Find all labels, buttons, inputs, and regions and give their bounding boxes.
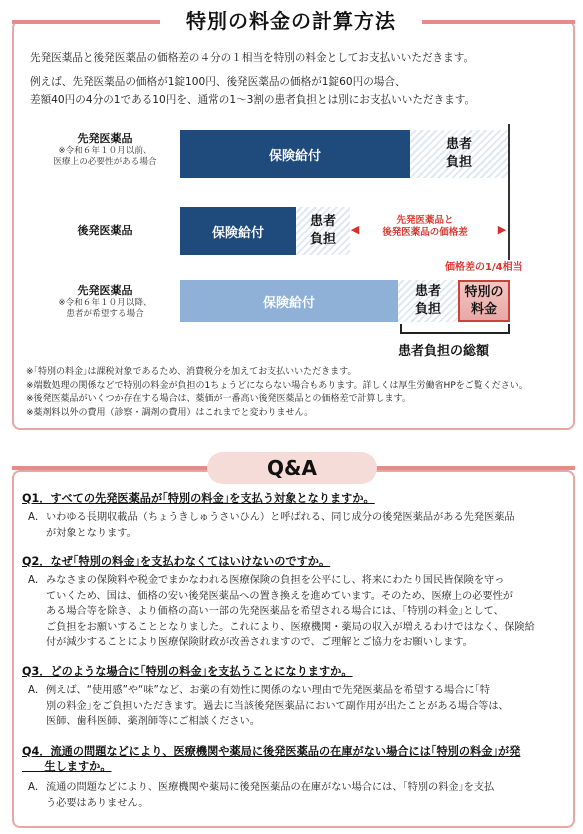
row3-label — [40, 282, 170, 320]
row2-patient-bar — [296, 207, 350, 255]
question-2: Q2．なぜ｢特別の料金｣を支払わなくてはいけないのですか。 — [22, 555, 331, 568]
answer-2-label: A． — [28, 575, 46, 586]
answer-1-label: A． — [28, 512, 46, 523]
row3-patient-bar — [398, 280, 458, 322]
price-diff-l1: 先発医薬品と — [396, 215, 454, 226]
note-3: ※後発医薬品がいくつか存在する場合は、薬価が一番高い後発医薬品との価格差で計算します。 — [26, 394, 411, 404]
row1-label — [40, 130, 170, 168]
row2-label: 後発医薬品 — [77, 224, 133, 237]
question-4 — [22, 744, 520, 774]
answer-3-line-1: 例えば、“使用感”や“味”など、お薬の有効性に関係のない理由で先発医薬品を希望する場合に｢特 — [46, 685, 490, 696]
price-difference-label — [360, 215, 490, 239]
intro-line-1: 先発医薬品と後発医薬品の価格差の４分の１相当を特別の料金としてお支払いいただきます。 — [30, 52, 475, 64]
row1-note2: 医療上の必要性がある場合 — [53, 157, 157, 167]
answer-2 — [28, 573, 535, 651]
note-2: ※端数処理の関係などで特別の料金が負担の1ちょうどにならない場合もあります。詳しくは厚生労働省HPをご覧ください。 — [26, 380, 528, 391]
arrow-right-icon: ▶ — [497, 223, 507, 236]
question-3: Q3．どのような場合に｢特別の料金｣を支払うことになりますか。 — [22, 665, 353, 678]
question-4-line-2: 生しますか。 — [22, 760, 112, 773]
answer-1-line-1: いわゆる長期収載品（ちょうきしゅうさいひん）と呼ばれる、同じ成分の後発医薬品がある先発医薬品 — [46, 512, 515, 523]
special-l1: 特別の — [464, 285, 504, 300]
intro-line-3: 差額40円の4分の1である10円を、通常の1～3割の患者負担とは別にお支払いいただきます。 — [30, 94, 476, 106]
calculation-title-bar — [0, 6, 583, 36]
answer-1 — [28, 510, 515, 541]
notes-block — [26, 366, 528, 420]
answer-4-line-1: 流通の問題などにより、医療機関や薬局に後発医薬品の在庫がない場合には、｢特別の料金｣を支払 — [46, 782, 495, 793]
answer-4 — [28, 780, 494, 811]
row3-note2: 患者が希望する場合 — [66, 309, 144, 319]
row1-patient-l1: 患者 — [445, 137, 472, 152]
answer-2-line-1: みなさまの保険料や税金でまかなわれる医療保険の負担を公平にし、将来にわたり国民皆保険を守っ — [46, 575, 505, 586]
row3-special-fee-bar — [458, 280, 510, 322]
row1-note1: ※令和６年１０月以前、 — [58, 146, 152, 156]
answer-2-line-4: ご負担をお願いすることとなりました。これにより、医療機関・薬局の収入が増えるわけではなく、保険給 — [46, 621, 535, 633]
note-4: ※薬剤料以外の費用（診察・調剤の費用）はこれまでと変わりません。 — [26, 407, 314, 418]
qa-title: Q&A — [207, 452, 377, 484]
question-1: Q1．すべての先発医薬品が｢特別の料金｣を支払う対象となりますか。 — [22, 492, 375, 505]
answer-4-label: A． — [28, 782, 46, 793]
intro-line-2: 例えば、先発医薬品の価格が1錠100円、後発医薬品の価格が1錠60円の場合、 — [30, 76, 406, 88]
row3-patient-l1: 患者 — [414, 284, 441, 299]
answer-1-line-2: が対象となります。 — [46, 527, 137, 539]
arrow-left-icon: ◀ — [350, 223, 360, 236]
row3-title: 先発医薬品 — [77, 284, 133, 297]
row3-insurance-bar: 保険給付 — [180, 280, 398, 322]
answer-3-label: A． — [28, 685, 46, 696]
row3-note1: ※令和６年１０月以降、 — [58, 298, 152, 308]
answer-2-line-3: ある場合等を除き、より価格の高い一部の先発医薬品を希望される場合には、｢特別の料金｣として、 — [46, 606, 504, 617]
answer-3-line-2: 別の料金｣をご負担いただきます。過去に当該後発医薬品において副作用が出たことがある場合等は、 — [46, 700, 509, 712]
row1-insurance-bar: 保険給付 — [180, 130, 410, 178]
row3-patient-l2: 負担 — [414, 302, 441, 317]
note-1: ※｢特別の料金｣は課税対象であるため、消費税分を加えてお支払いいただきます。 — [26, 367, 357, 377]
answer-2-line-2: ていくため、国は、価格の安い後発医薬品への置き換えを進めています。そのため、医療上の必要性が — [46, 590, 513, 602]
row1-patient-l2: 負担 — [445, 155, 472, 170]
answer-3 — [28, 683, 509, 730]
price-diff-l2: 後発医薬品の価格差 — [382, 227, 468, 238]
answer-4-line-2: う必要はありません。 — [46, 797, 149, 809]
calculation-title: 特別の料金の計算方法 — [160, 6, 422, 36]
total-price-guide-line — [508, 124, 510, 260]
row1-title: 先発医薬品 — [77, 132, 133, 145]
answer-2-line-5: 付が減少することにより医療保険財政が改善されますので、ご理解とご協力をお願いします。 — [46, 637, 473, 648]
answer-3-line-3: 医師、歯科医師、薬剤師等にご相談ください。 — [46, 716, 260, 727]
row2-insurance-bar: 保険給付 — [180, 207, 296, 255]
quarter-difference-label: 価格差の1/4相当 — [445, 262, 523, 273]
row1-patient-bar — [410, 130, 508, 178]
row2-patient-l1: 患者 — [309, 214, 336, 229]
special-l2: 料金 — [470, 302, 497, 317]
row2-patient-l2: 負担 — [309, 232, 336, 247]
total-burden-label: 患者負担の総額 — [398, 344, 490, 359]
total-bracket — [400, 324, 510, 334]
question-4-line-1: Q4．流通の問題などにより、医療機関や薬局に後発医薬品の在庫がない場合には｢特別の料金｣が発 — [22, 745, 521, 758]
